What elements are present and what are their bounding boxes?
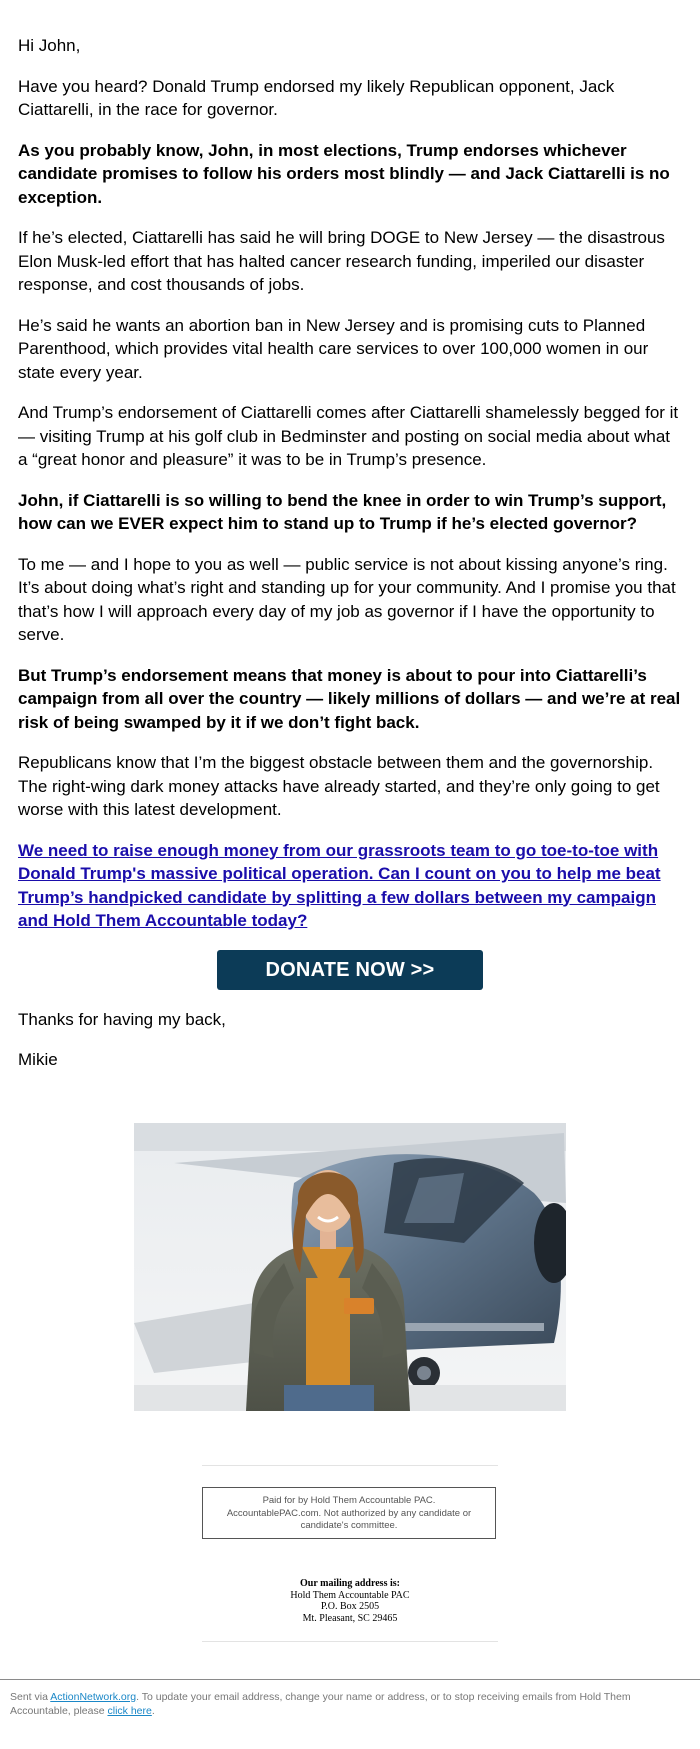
mailing-address-line-1: Hold Them Accountable PAC (290, 1589, 410, 1601)
candidate-photo-illustration (134, 1123, 566, 1411)
mailing-address-line-2: P.O. Box 2505 (320, 1601, 380, 1612)
footer-sent-via: Sent via (10, 1691, 51, 1703)
paragraph-1: Have you heard? Donald Trump endorsed my likely Republican opponent, Jack Ciattarelli, in the race for governor. (18, 76, 615, 119)
footer-divider-bottom (202, 1641, 498, 1642)
paragraph-2-bold: As you probably know, John, in most elections, Trump endorses whichever candidate promises to follow his orders most blindly — and Jack Ciattarelli is no exception. (18, 140, 670, 207)
paragraph-5: And Trump’s endorsement of Ciattarelli comes after Ciattarelli shamelessly begged for it — visiting Trump at his golf club in Bedminster and posting on social media about what a “great honor and pleasure” it was to be in Trump’s presence. (18, 403, 679, 469)
greeting: Hi John, (18, 36, 81, 55)
mailing-address (202, 1578, 498, 1624)
paragraph-7: To me — and I hope to you as well — public service is not about kissing anyone’s ring. It’s about doing what’s right and standing up for your community. And I promise you that that’s how I will approach every day of my job as governor if I have the opportunity to serve. (18, 554, 676, 644)
donate-now-button[interactable]: DONATE NOW >> (217, 950, 483, 990)
candidate-photo (134, 1123, 566, 1411)
paragraph-3: If he’s elected, Ciattarelli has said he will bring DOGE to New Jersey — the disastrous Elon Musk-led effort that has halted cancer research funding, imperiled our disaster response, and cost thousands of jobs. (18, 228, 665, 294)
donate-text-link[interactable]: We need to raise enough money from our grassroots team to go toe-to-toe with Donald Trump's massive political operation. Can I count on you to help me beat Trump’s handpicked candidate by splitting a few dollars between my campaign and Hold Them Accountable today? (18, 840, 661, 930)
actionnetwork-link[interactable]: ActionNetwork.org (50, 1691, 137, 1703)
footer-divider-top (202, 1465, 498, 1466)
email-body (18, 34, 682, 1089)
unsubscribe-link[interactable]: click here (107, 1705, 152, 1717)
footer-separator (0, 1679, 700, 1680)
cta-paragraph (18, 839, 682, 933)
paragraph-4: He’s said he wants an abortion ban in New Jersey and is promising cuts to Planned Parenthood, which provides vital health care services to over 100,000 women in our state every year. (18, 315, 649, 382)
paragraph-6-bold: John, if Ciattarelli is so willing to bend the knee in order to win Trump’s support, how can we EVER expect him to stand up to Trump if he’s elected governor? (18, 490, 667, 533)
donate-button-wrap (18, 950, 682, 990)
footer-body: . To update your email address, change your name or address, or to stop receiving emails from Hold Them Accountable, please (10, 1691, 631, 1717)
footer-unsubscribe-text (10, 1690, 680, 1718)
footer-end: . (151, 1705, 155, 1717)
signature: Mikie (18, 1050, 58, 1069)
paragraph-8-bold: But Trump’s endorsement means that money is about to pour into Ciattarelli’s campaign from all over the country — likely millions of dollars — and we’re at real risk of being swamped by it if we don’t fight back. (18, 665, 681, 732)
mailing-address-title: Our mailing address is: (300, 1578, 400, 1589)
paid-for-disclaimer: Paid for by Hold Them Accountable PAC. AccountablePAC.com. Not authorized by any candidate or candidate's committee. (202, 1487, 496, 1539)
mailing-address-line-3: Mt. Pleasant, SC 29465 (302, 1612, 398, 1624)
signoff: Thanks for having my back, (18, 1009, 226, 1029)
paragraph-9: Republicans know that I’m the biggest obstacle between them and the governorship. The right-wing dark money attacks have already started, and they’re only going to get worse with this latest development. (18, 753, 660, 819)
